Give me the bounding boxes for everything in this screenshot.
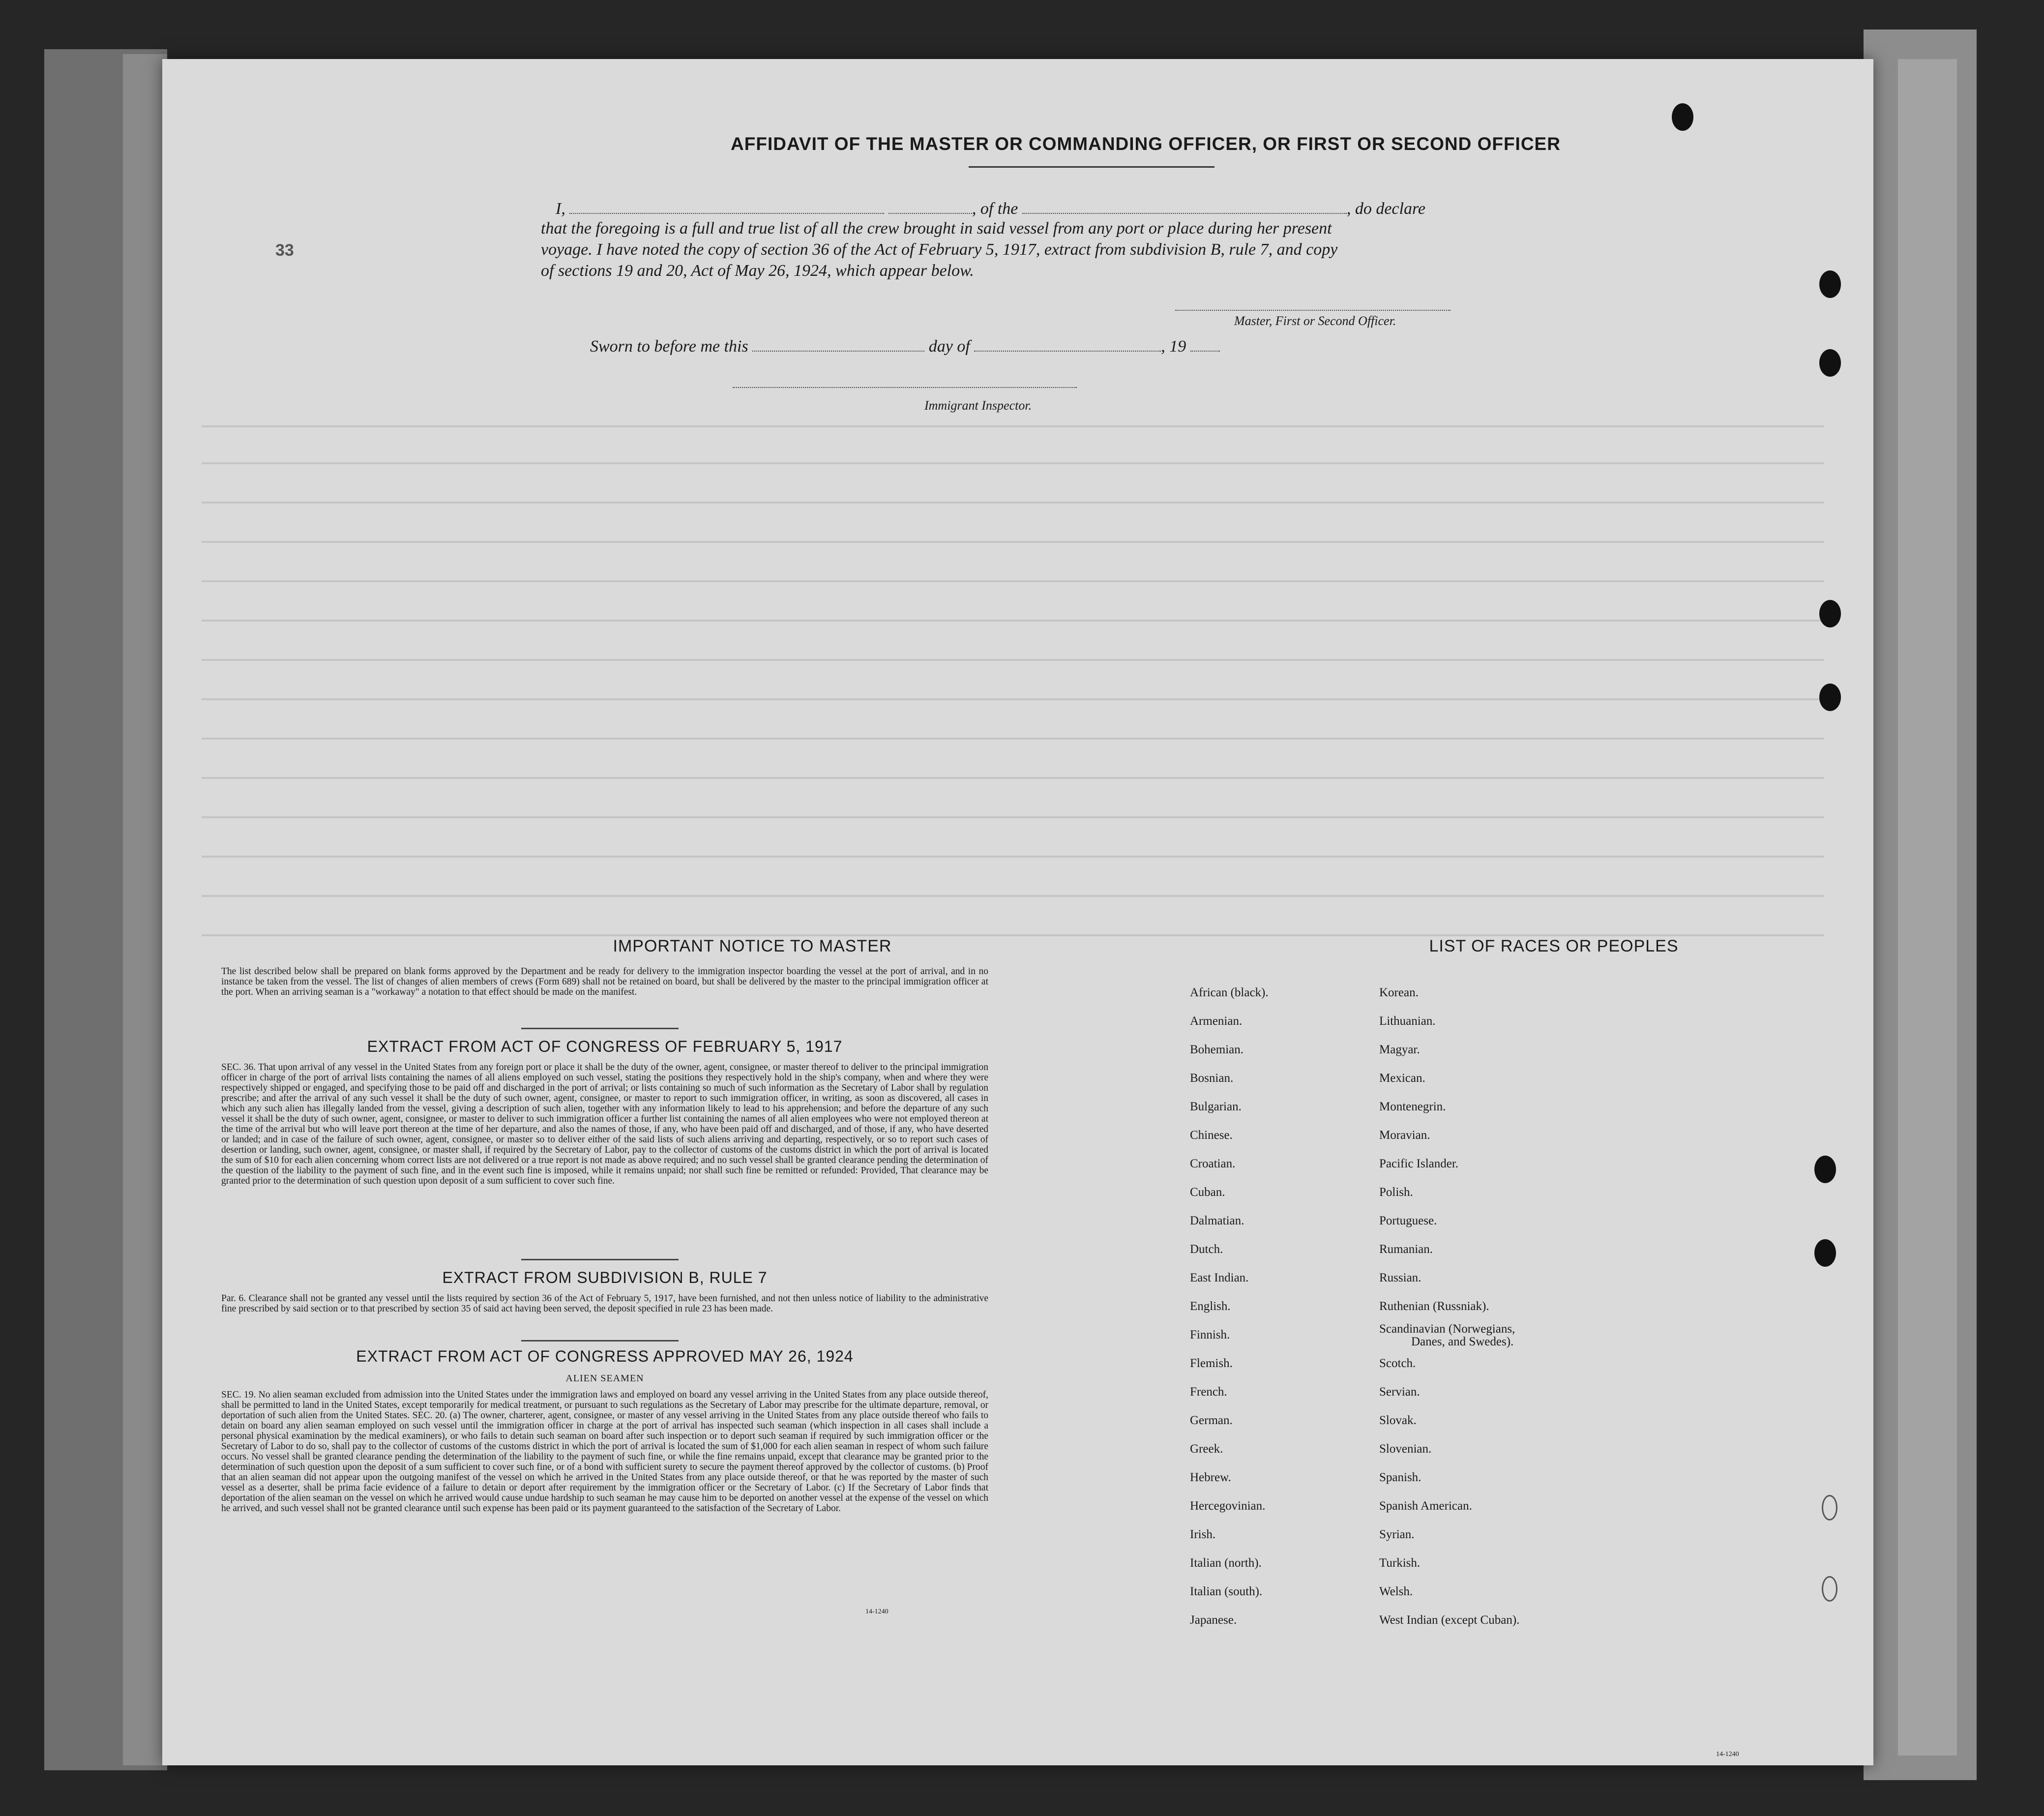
race-item: Scandinavian (Norwegians, <box>1379 1322 1515 1336</box>
race-item: Irish. <box>1190 1528 1216 1541</box>
master-signature-line[interactable] <box>1175 310 1451 311</box>
race-item: Russian. <box>1379 1271 1422 1284</box>
affidavit-line-2: that the foregoing is a full and true list of all the crew brought in said vessel from any port or place during her present <box>541 219 1332 238</box>
race-item: German. <box>1190 1414 1233 1427</box>
race-item: East Indian. <box>1190 1271 1249 1284</box>
race-item: Korean. <box>1379 986 1419 999</box>
race-item: Rumanian. <box>1379 1243 1433 1256</box>
affidavit-title: AFFIDAVIT OF THE MASTER OR COMMANDING OFFICER, OR FIRST OR SECOND OFFICER <box>731 134 1561 154</box>
race-item: Croatian. <box>1190 1157 1236 1170</box>
master-caption: Master, First or Second Officer. <box>1234 314 1396 328</box>
race-item: Slovak. <box>1379 1414 1417 1427</box>
rule7-title: EXTRACT FROM SUBDIVISION B, RULE 7 <box>442 1269 768 1286</box>
alien-seamen-subtitle: ALIEN SEAMEN <box>565 1373 644 1384</box>
race-item: Greek. <box>1190 1442 1223 1456</box>
race-item: Dutch. <box>1190 1243 1223 1256</box>
form-number: 14-1240 <box>865 1608 889 1615</box>
race-item: Bohemian. <box>1190 1043 1244 1056</box>
races-title: LIST OF RACES OR PEOPLES <box>1429 937 1679 955</box>
race-item: Italian (north). <box>1190 1556 1262 1570</box>
punch-ring <box>1822 1576 1837 1602</box>
extract-1924-body: SEC. 19. No alien seaman excluded from admission into the United States under the immigration laws and employed on board any vessel arriving in the United States from any place outside thereof, shall be permitted to land in the United States, except temporarily for medical treatment, or pursuant to such regulations as the Secretary of Labor may prescribe for the ultimate departure, removal, or deportation of such alien from the United States. SEC. 20. (a) The owner, charterer, agent, consignee, or master of any vessel arriving in the United States from any place outside thereof who fails to detain on board any alien seaman employed on such vessel until the immigration officer in charge at the port of arrival has inspected such seaman (which inspection in all cases shall include a personal physical examination by the medical examiners), or who fails to detain such seaman on board after such inspection or to deport such seaman if required by such immigration officer or the Secretary of Labor to do so, shall pay to the collector of customs of the customs district in which the port of arrival is located the sum of $1,000 for each alien seaman in respect of whom such failure occurs. No vessel shall be granted clearance pending the determination of the liability to the payment of such fine, or while the fine remains unpaid, except that clearance may be granted prior to the determination of such question upon the deposit of a sum sufficient to cover such fine, or of a bond with sufficient surety to secure the payment thereof approved by the collector of customs. (b) Proof that an alien seaman did not appear upon the outgoing manifest of the vessel on which he arrived in the United States from any place outside thereof, or that he was reported by the master of such vessel as a deserter, shall be prima facie evidence of a failure to detain or deport after requirement by the immigration officer or the Secretary of Labor. (c) If the Secretary of Labor finds that deportation of the alien seaman on the vessel on which he arrived would cause undue hardship to such seaman he may cause him to be deported on another vessel at the expense of the vessel on which he arrived, and such vessel shall not be granted clearance until such expense has been paid or its payment guaranteed to the satisfaction of the Secretary of Labor. <box>221 1390 988 1514</box>
race-item-continuation: Danes, and Swedes). <box>1411 1335 1514 1348</box>
race-item: Spanish. <box>1379 1471 1422 1484</box>
inspector-caption: Immigrant Inspector. <box>924 398 1032 413</box>
race-item: Chinese. <box>1190 1129 1233 1142</box>
race-item: Pacific Islander. <box>1379 1157 1459 1170</box>
punch-hole <box>1672 103 1693 131</box>
race-item: African (black). <box>1190 986 1269 999</box>
race-item: Finnish. <box>1190 1328 1230 1341</box>
race-item: Turkish. <box>1379 1556 1421 1570</box>
race-item: Welsh. <box>1379 1585 1413 1598</box>
sworn-line <box>590 336 1220 356</box>
extract-1924-title: EXTRACT FROM ACT OF CONGRESS APPROVED MAY 26, 1924 <box>356 1347 854 1365</box>
do-declare-label: , do declare <box>1346 200 1426 218</box>
rank-blank[interactable] <box>889 198 972 214</box>
day-of-label: day of <box>928 337 970 356</box>
affidavit-line-3: voyage. I have noted the copy of section 36 of the Act of February 5, 1917, extract from subdivision B, rule 7, and copy <box>541 240 1338 259</box>
race-item: Spanish American. <box>1379 1499 1472 1513</box>
race-item: West Indian (except Cuban). <box>1379 1613 1520 1627</box>
name-blank[interactable] <box>569 198 884 214</box>
section-rule <box>521 1259 679 1260</box>
race-item: Polish. <box>1379 1186 1413 1199</box>
rule7-body: Par. 6. Clearance shall not be granted any vessel until the lists required by section 36 of the Act of February 5, 1917, have been furnished, and not then unless notice of liability to the administrative fine prescribed by said section or to that prescribed by section 35 of said act having been served, the deposit specified in rule 23 has been made. <box>221 1293 988 1314</box>
notice-body: The list described below shall be prepared on blank forms approved by the Department and be ready for delivery to the immigration inspector boarding the vessel at the port of arrival, and in no instance be taken from the vessel. The list of changes of alien members of crews (Form 689) shall not be retained on board, but shall be delivered by the master to the principal immigration officer at the port. When an arriving seaman is a "workaway" a notation to that effect should be made on the manifest. <box>221 966 988 997</box>
race-item: Ruthenian (Russniak). <box>1379 1300 1489 1313</box>
punch-hole <box>1814 1156 1836 1183</box>
race-item: Flemish. <box>1190 1357 1233 1370</box>
race-item: English. <box>1190 1300 1231 1313</box>
race-item: French. <box>1190 1385 1227 1399</box>
race-item: Japanese. <box>1190 1613 1237 1627</box>
race-item: Mexican. <box>1379 1072 1425 1085</box>
extract-1917-body: SEC. 36. That upon arrival of any vessel in the United States from any foreign port or place it shall be the duty of the owner, agent, consignee, or master thereof to deliver to the principal immigration officer in charge of the port of arrival lists containing the names of all aliens employed on such vessel, stating the positions they respectively hold in the ship's company, when and where they were respectively shipped or engaged, and specifying those to be paid off and discharged in the port of arrival; or lists containing so much of such information as the Secretary of Labor shall by regulation prescribe; and after the arrival of any such vessel it shall be the duty of such owner, agent, consignee, or master to report to such immigration officer, in writing, as soon as discovered, all cases in which any such alien has illegally landed from the vessel, giving a description of such alien, together with any information likely to lead to his apprehension; and before the departure of any such vessel it shall be the duty of such owner, agent, consignee, or master to deliver to such immigration officer a further list containing the names of all alien employees who were not employed thereon at the time of the arrival but who will leave port thereon at the time of her departure, and also the names of those, if any, who have been paid off and discharged, and of those, if any, who have deserted or landed; and in case of the failure of such owner, agent, consignee, or master so to deliver either of the said lists of such aliens arriving and departing, respectively, or so to report such cases of desertion or landing, such owner, agent, consignee, or master shall, if required by the Secretary of Labor, pay to the collector of customs of the customs district in which the port of arrival is located the sum of $10 for each alien concerning whom correct lists are not delivered or a true report is not made as above required; and no such vessel shall be granted clearance pending the determination of the question of the liability to the payment of such fine, and in the event such fine is imposed, while it remains unpaid; nor shall such fine be remitted or refunded: Provided, That clearance may be granted prior to the determination of such question upon deposit of a sum sufficient to cover such fine. <box>221 1062 988 1186</box>
form-number-right: 14-1240 <box>1716 1751 1739 1758</box>
affidavit-i-label: I, <box>556 200 565 218</box>
race-item: Dalmatian. <box>1190 1214 1244 1227</box>
punch-hole <box>1819 684 1841 711</box>
race-item: Italian (south). <box>1190 1585 1263 1598</box>
sworn-day-blank[interactable] <box>752 336 924 352</box>
race-item: Slovenian. <box>1379 1442 1432 1456</box>
title-rule <box>969 166 1215 168</box>
race-item: Syrian. <box>1379 1528 1415 1541</box>
race-item: Bulgarian. <box>1190 1100 1242 1113</box>
page-number: 33 <box>275 241 294 260</box>
section-rule <box>521 1028 679 1029</box>
race-item: Hebrew. <box>1190 1471 1231 1484</box>
backing-strip-left <box>123 54 167 1765</box>
of-the-label: , of the <box>972 200 1018 218</box>
race-item: Lithuanian. <box>1379 1014 1436 1028</box>
race-item: Moravian. <box>1379 1129 1430 1142</box>
affidavit-line-4: of sections 19 and 20, Act of May 26, 1924, which appear below. <box>541 262 974 280</box>
punch-hole <box>1819 270 1841 298</box>
punch-ring <box>1822 1495 1837 1520</box>
affidavit-line-1 <box>556 198 1425 218</box>
race-item: Magyar. <box>1379 1043 1420 1056</box>
race-item: Montenegrin. <box>1379 1100 1446 1113</box>
extract-1917-title: EXTRACT FROM ACT OF CONGRESS OF FEBRUARY 5, 1917 <box>367 1038 843 1055</box>
race-item: Portuguese. <box>1379 1214 1437 1227</box>
punch-hole <box>1814 1239 1836 1267</box>
punch-hole <box>1819 600 1841 627</box>
race-item: Hercegovinian. <box>1190 1499 1266 1513</box>
year-label: , 19 <box>1161 337 1186 356</box>
sworn-label: Sworn to before me this <box>590 337 748 356</box>
notice-title: IMPORTANT NOTICE TO MASTER <box>613 937 892 955</box>
sworn-year-blank[interactable] <box>1190 336 1220 352</box>
section-rule <box>521 1340 679 1341</box>
sworn-month-blank[interactable] <box>974 336 1161 352</box>
race-item: Scotch. <box>1379 1357 1416 1370</box>
race-item: Bosnian. <box>1190 1072 1234 1085</box>
race-item: Cuban. <box>1190 1186 1225 1199</box>
race-item: Armenian. <box>1190 1014 1243 1028</box>
backing-strip-right <box>1898 59 1957 1756</box>
document-page <box>162 59 1873 1765</box>
race-item: Servian. <box>1379 1385 1420 1399</box>
vessel-blank[interactable] <box>1022 198 1347 214</box>
inspector-signature-line[interactable] <box>733 387 1077 388</box>
punch-hole <box>1819 349 1841 377</box>
